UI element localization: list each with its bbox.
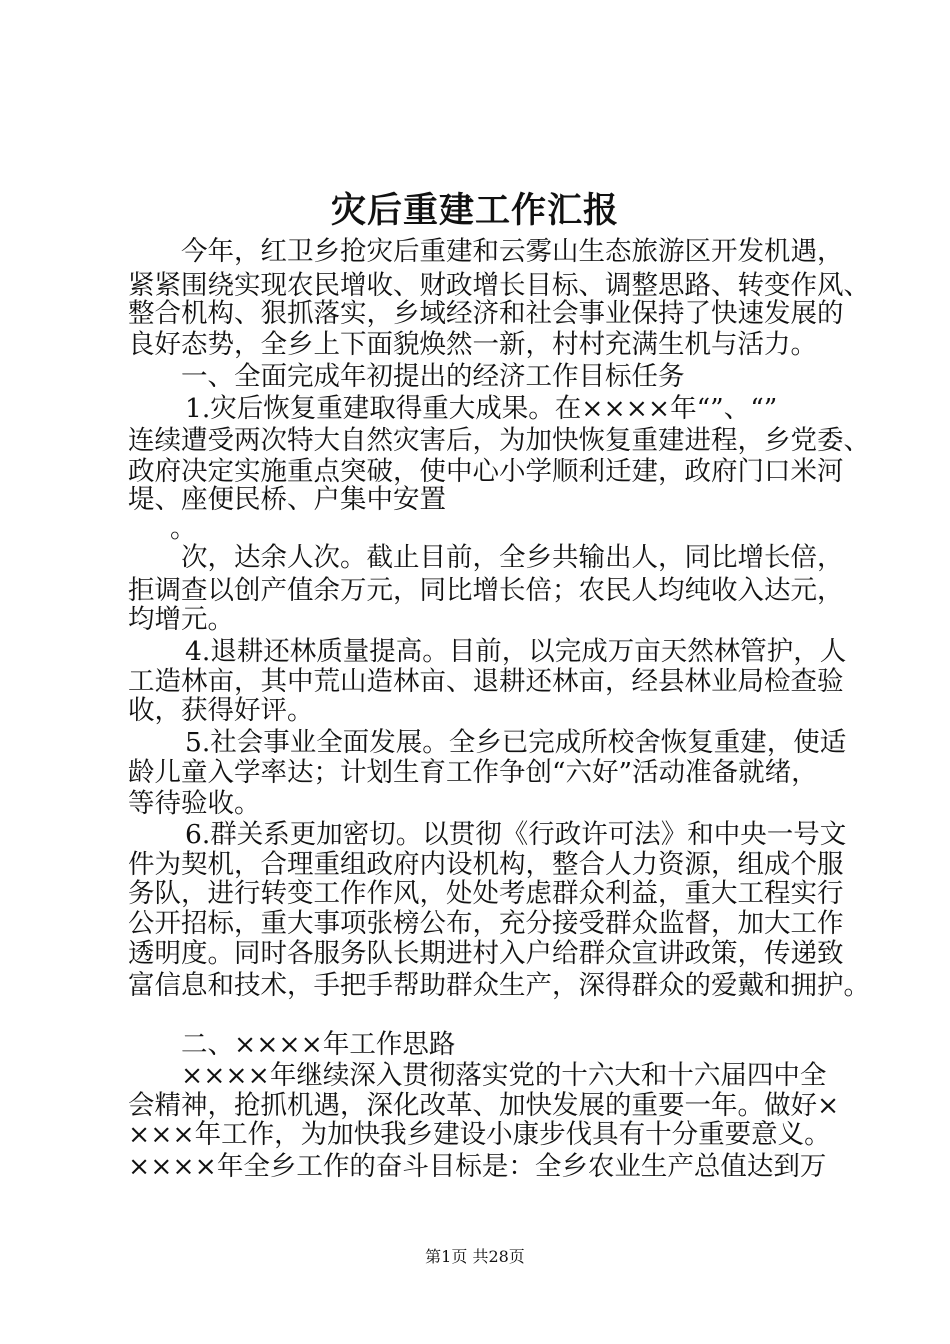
paragraph-line: 良好态势，全乡上下面貌焕然一新，村村充满生机与活力。	[128, 329, 817, 360]
paragraph-line: 均增元。	[128, 604, 234, 635]
paragraph-line: 公开招标，重大事项张榜公布，充分接受群众监督，加大工作	[128, 908, 844, 939]
paragraph-line: 务队，进行转变工作作风，处处考虑群众利益，重大工程实行	[128, 878, 844, 909]
paragraph-line: ××××年继续深入贯彻落实党的十六大和十六届四中全	[181, 1060, 827, 1091]
paragraph-line: 5.社会事业全面发展。全乡已完成所校舍恢复重建，使适	[185, 727, 847, 758]
paragraph-line: 6.群关系更加密切。以贯彻《行政许可法》和中央一号文	[185, 819, 847, 850]
paragraph-line: 今年，红卫乡抢灾后重建和云雾山生态旅游区开发机遇，	[181, 236, 844, 267]
section-heading: 一、全面完成年初提出的经济工作目标任务	[181, 361, 685, 392]
paragraph-line: 堤、座便民桥、户集中安置	[128, 484, 446, 515]
paragraph-line: 1.灾后恢复重建取得重大成果。在××××年“”、“”	[185, 393, 778, 424]
paragraph-line: 件为契机，合理重组政府内设机构，整合人力资源，组成个服	[128, 849, 844, 880]
paragraph-line: ×××年工作，为加快我乡建设小康步伐具有十分重要意义。	[128, 1119, 831, 1150]
paragraph-line: 龄儿童入学率达；计划生育工作争创“六好”活动准备就绪，	[128, 757, 818, 788]
paragraph-line: 等待验收。	[128, 788, 261, 819]
paragraph-line: 连续遭受两次特大自然灾害后，为加快恢复重建进程，乡党委、	[128, 425, 870, 456]
page-footer: 第1页 共28页	[425, 1247, 525, 1266]
document-title: 灾后重建工作汇报	[330, 190, 619, 231]
paragraph-line: ××××年全乡工作的奋斗目标是：全乡农业生产总值达到万	[128, 1151, 827, 1182]
paragraph-line: 次，达余人次。截止目前，全乡共输出人，同比增长倍，	[181, 542, 844, 573]
paragraph-line: 拒调查以创产值余万元，同比增长倍；农民人均纯收入达元，	[128, 575, 844, 606]
paragraph-line: 。	[170, 513, 197, 544]
paragraph-line: 整合机构、狠抓落实，乡域经济和社会事业保持了快速发展的	[128, 298, 844, 329]
paragraph-line: 4.退耕还林质量提高。目前，以完成万亩天然林管护，人	[185, 636, 847, 667]
paragraph-line: 会精神，抢抓机遇，深化改革、加快发展的重要一年。做好×	[128, 1090, 840, 1121]
paragraph-line: 收，获得好评。	[128, 695, 314, 726]
paragraph-line: 透明度。同时各服务队长期进村入户给群众宣讲政策，传递致	[128, 938, 844, 969]
paragraph-line: 工造林亩，其中荒山造林亩、退耕还林亩，经县林业局检查验	[128, 666, 844, 697]
section-heading: 二、××××年工作思路	[181, 1029, 456, 1060]
paragraph-line: 紧紧围绕实现农民增收、财政增长目标、调整思路、转变作风、	[128, 270, 870, 301]
paragraph-line: 政府决定实施重点突破，使中心小学顺利迁建，政府门口米河	[128, 456, 844, 487]
paragraph-line: 富信息和技术，手把手帮助群众生产，深得群众的爱戴和拥护。	[128, 970, 870, 1001]
